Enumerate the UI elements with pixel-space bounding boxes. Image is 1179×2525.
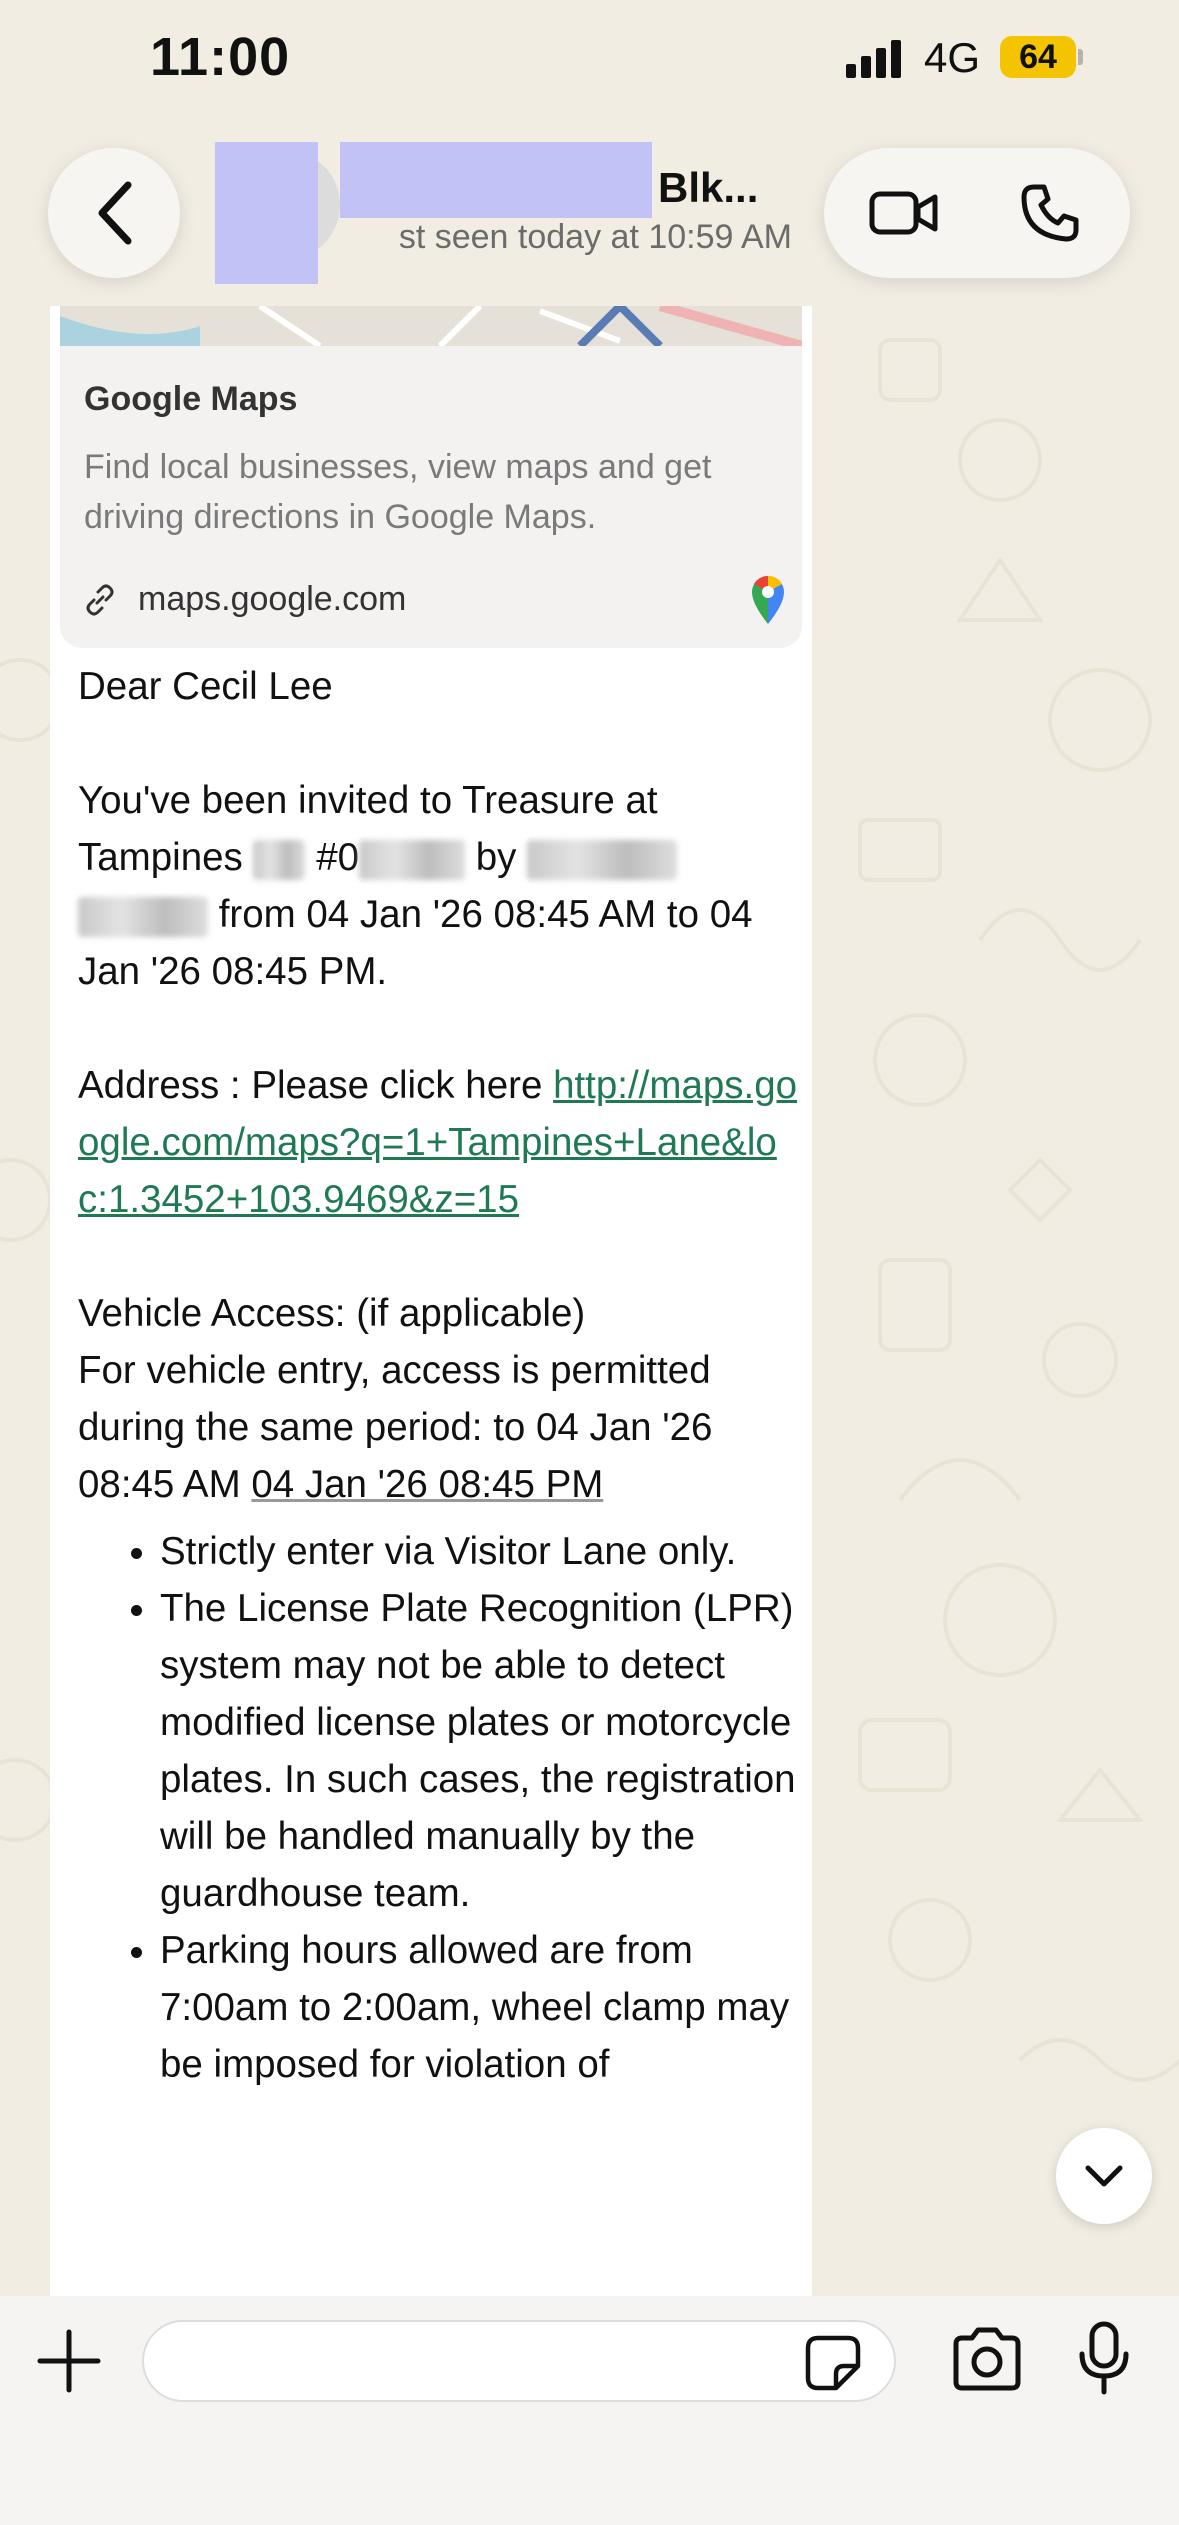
vehicle-paragraph — [78, 1342, 798, 1513]
vehicle-date-link[interactable]: 04 Jan '26 08:45 PM — [251, 1463, 604, 1506]
chevron-left-icon — [94, 181, 134, 245]
scroll-to-bottom-button[interactable] — [1056, 2128, 1152, 2224]
link-preview-description: Find local businesses, view maps and get driving directions in Google Maps. — [84, 448, 712, 536]
plus-icon[interactable] — [36, 2328, 102, 2394]
redacted-host-surname — [78, 897, 208, 937]
status-bar — [0, 0, 1179, 120]
compose-bar — [0, 2296, 1179, 2525]
message-bubble[interactable] — [50, 306, 812, 2296]
message-text — [78, 658, 798, 2093]
unit-prefix: #0 — [316, 836, 360, 879]
status-time: 11:00 — [150, 27, 291, 87]
battery-level: 64 — [1000, 36, 1076, 78]
avatar-redaction — [215, 142, 318, 284]
address-paragraph — [78, 1057, 798, 1228]
chevron-down-icon — [1084, 2164, 1124, 2188]
call-actions — [824, 148, 1130, 278]
invite-by: by — [475, 836, 517, 879]
contact-name[interactable]: Blk... — [658, 164, 759, 211]
list-item: • The License Plate Recognition (LPR) system may not be able to detect modified license plates or motorcycle plates. In such cases, the registration will be handled manually by the guardhouse team. — [160, 1580, 798, 1922]
microphone-icon[interactable] — [1076, 2320, 1132, 2396]
redacted-block — [253, 840, 305, 880]
vehicle-text: For vehicle entry, access is permitted during the same period: to 04 Jan '26 08:45 AM — [78, 1349, 713, 1506]
invite-period: from 04 Jan '26 08:45 AM to 04 Jan '26 08:45 PM. — [78, 893, 753, 993]
phone-icon — [1020, 183, 1080, 243]
link-preview-title: Google Maps — [84, 380, 298, 418]
cellular-signal-icon — [846, 38, 906, 78]
back-button[interactable] — [48, 148, 180, 278]
video-call-button[interactable] — [864, 178, 944, 248]
vehicle-title: Vehicle Access: (if applicable) — [78, 1292, 586, 1335]
voice-call-button[interactable] — [1010, 178, 1090, 248]
link-icon — [84, 584, 116, 616]
message-input[interactable] — [142, 2320, 896, 2402]
sticker-icon[interactable] — [804, 2334, 862, 2392]
video-camera-icon — [869, 189, 939, 237]
address-link[interactable]: http://maps.google.com/maps?q=1+Tampines+Lane&loc:1.3452+103.9469&z=15 — [78, 1064, 798, 1221]
camera-icon[interactable] — [950, 2326, 1024, 2392]
list-item: • Strictly enter via Visitor Lane only. — [160, 1523, 798, 1580]
map-thumbnail[interactable] — [60, 306, 802, 346]
invite-text: You've been invited to Treasure at Tampines — [78, 779, 658, 879]
message-greeting: Dear Cecil Lee — [78, 665, 333, 708]
link-preview-domain: maps.google.com — [138, 580, 407, 618]
address-label: Address : Please click here — [78, 1064, 543, 1107]
invite-paragraph — [78, 772, 798, 1000]
last-seen-status: st seen today at 10:59 AM — [398, 218, 792, 256]
rules-list — [78, 1523, 798, 2093]
list-item: • Parking hours allowed are from 7:00am to 2:00am, wheel clamp may be imposed for violation of — [160, 1922, 798, 2093]
contact-name-redaction — [340, 142, 652, 218]
battery-cap — [1078, 49, 1083, 65]
redacted-unit — [359, 840, 465, 880]
google-maps-pin-icon — [748, 574, 788, 626]
link-preview-card[interactable] — [60, 346, 802, 648]
redacted-host-name — [527, 840, 677, 880]
network-type: 4G — [924, 34, 981, 81]
